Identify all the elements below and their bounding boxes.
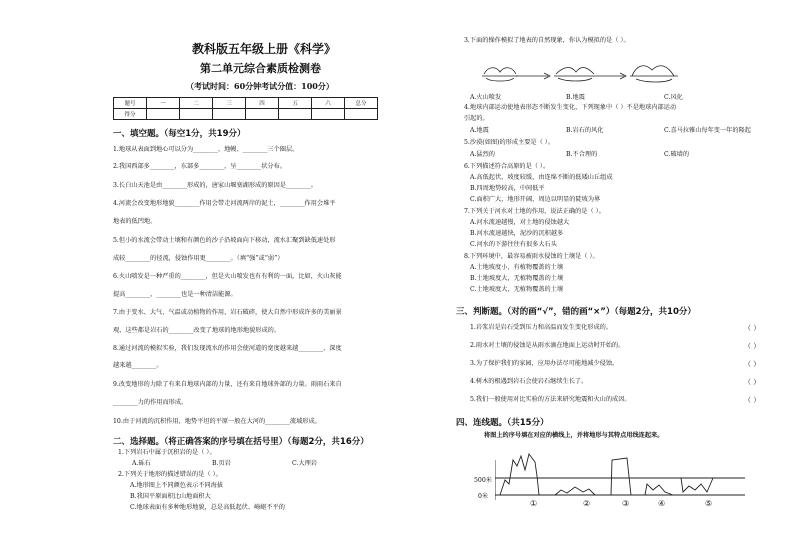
judge-item: 5.我们一般使用对比实验的方法来研究地震和火山的成因。 <box>470 396 631 403</box>
terrain-marker: ⑤ <box>705 499 713 508</box>
choice-option: C.破墙的 <box>664 151 690 158</box>
judge-item: 4.树木的根遇到岩石会使岩石继续生长了。 <box>470 378 588 385</box>
score-cell: 一 <box>147 98 180 109</box>
fill-question: 8.通过河流的模拟实验，我们发现流水的作用会使河道的宽度越来越________，深度 <box>113 345 342 352</box>
choice-option: B.地震 <box>566 94 585 101</box>
choice-option: C.喜马拉雅山每年变一年的隆起 <box>664 127 751 134</box>
fill-question: 5.但小的水流会带动土壤和有颜色的沙子沿坡面向下移动，流水汇聚到缺低速处形 <box>113 237 336 244</box>
choice-option: A.地形图上不同颜色表示不同海拔 <box>130 482 224 489</box>
hands-diagram <box>482 66 678 82</box>
choice-option: A.砾石 <box>132 460 151 467</box>
section4-title: 四、连线题。（共15分） <box>456 418 549 428</box>
score-input[interactable] <box>180 109 213 120</box>
answer-paren[interactable]: （ ） <box>744 360 761 368</box>
fill-question: 1.地球从表面到地心可以分为________、地幔、________三个圈层。 <box>113 146 299 153</box>
fill-question: 2.我国西部多________，东部多________，呈________状分布。 <box>113 163 286 170</box>
fill-question: 成较________的径流，侵蚀作用更________。（填“强”或“弱”） <box>113 255 284 262</box>
judge-item: 3.为了保护我们的家园，应用办法尽可能地减少侵蚀。 <box>470 360 619 367</box>
choice-question: 2.下列关于地形的描述错误的是（ ）。 <box>118 471 222 478</box>
score-input[interactable] <box>213 109 246 120</box>
exam-info: （考试时间：60分钟考试分值：100分） <box>186 81 334 91</box>
choice-question: 6.下列描述符合高原的是（ ）。 <box>464 163 550 170</box>
score-cell: 三 <box>213 98 246 109</box>
choice-option: C.地球表面有多种地形地貌，总是高低起伏、崎岖不平的 <box>130 504 285 511</box>
score-input[interactable] <box>246 109 279 120</box>
judge-item: 1.岩浆岩是岩石受到压力和高温而发生变化形成的。 <box>470 324 613 331</box>
terrain-marker: ③ <box>622 499 630 508</box>
score-cell: 总分 <box>345 98 378 109</box>
score-cell: 得分 <box>114 109 147 120</box>
terrain-marker: ④ <box>658 499 666 508</box>
choice-option: A.土地坡度小，有植物覆盖的土壤 <box>470 264 564 271</box>
fill-question: 观，这些都是岩石的________改变了地球的地形地貌形成的。 <box>113 327 281 334</box>
crust-simulation-figure <box>476 60 706 90</box>
choice-question: 3.下面的操作模拟了地表的自然现象，你认为模拟的是（ ）。 <box>464 37 630 44</box>
choice-option: C.大理岩 <box>292 460 318 467</box>
choice-option: C.土地坡度大，无植物覆盖的土壤 <box>470 286 564 293</box>
terrain-marker: ① <box>530 499 538 508</box>
choice-option: B.岩石的风化 <box>566 127 604 134</box>
score-cell: 二 <box>180 98 213 109</box>
choice-option: B.我国平原面积比山地面积大 <box>130 493 211 500</box>
section3-title: 三、判断题。（对的画“√”，错的画“×”）（每题2分，共10分） <box>456 307 696 317</box>
score-table <box>113 97 378 120</box>
fill-question: 10.由于河流的沉积作用，地势平坦的平原一般在大河的________流域形成。 <box>113 418 321 425</box>
terrain-marker: ② <box>583 499 591 508</box>
score-cell: 四 <box>246 98 279 109</box>
fill-question: 7.由于变水、大气、气温或动植物的作用，岩石破碎，使大自然中形成许多的美丽景 <box>113 309 342 316</box>
choice-option: C.河水的下游往往有很多大石头 <box>470 241 557 248</box>
score-input[interactable] <box>312 109 345 120</box>
choice-question: 5.沙漠(如图)的形成主要是（ ）。 <box>464 139 555 146</box>
answer-paren[interactable]: （ ） <box>744 378 761 386</box>
choice-option: C.风化 <box>664 94 683 101</box>
score-cell: 五 <box>279 98 312 109</box>
choice-option: A.高低起伏，坡度较缓，由连绵不断的低矮山丘组成 <box>470 174 613 181</box>
page-title: 教科版五年级上册《科学》 <box>192 42 337 56</box>
fill-question: 4.河流会改变地形地貌________作用会带走河流两岸的泥土，________作用会堆平 <box>113 200 336 207</box>
fill-question: 提高________，________也是一种清洁能源。 <box>113 291 237 298</box>
section1-title: 一、填空题。（每空1分，共19分） <box>113 129 246 139</box>
score-cell: 题号 <box>114 98 147 109</box>
fill-question: ________力的作用而形成。 <box>113 399 188 406</box>
choice-question: 1.下列岩石中属于沉积岩的是（ ）。 <box>118 449 216 456</box>
answer-paren[interactable]: （ ） <box>744 324 761 332</box>
score-input[interactable] <box>147 109 180 120</box>
choice-option: B.不合理的 <box>566 151 598 158</box>
fill-question: 6.火山喷发是一种严重的________，但是火山喷发也有有利的一面，比如，火山灰能 <box>113 273 342 280</box>
axis-label-0: 0米 <box>478 493 489 500</box>
answer-paren[interactable]: （ ） <box>744 396 761 404</box>
choice-option: A.猛烈的 <box>470 151 495 158</box>
choice-question: 4.地球内部运动使地表形态不断发生变化，下列现象中（ ）不是地球内部运动 <box>464 104 677 111</box>
choice-option: A.河水流速越慢，对土地的侵蚀越大 <box>470 219 570 226</box>
choice-option: B.页岩 <box>212 460 231 467</box>
choice-question: 8.下列环境中，最容易被雨水侵蚀的土壤是（ ）。 <box>464 253 599 260</box>
choice-question: 引起的。 <box>464 115 489 122</box>
choice-option: A.火山喷发 <box>470 94 502 101</box>
page-subtitle: 第二单元综合素质检测卷 <box>200 62 321 75</box>
fill-question: 越来越________。 <box>113 362 163 369</box>
score-input[interactable] <box>279 109 312 120</box>
section4-instruction: 将图上的序号填在对应的横线上，并将地形与其特点用线连起来。 <box>484 432 664 439</box>
fill-question: 3.长白山天池是由________形成的，唐家山堰塞湖形成的原因是________。 <box>113 182 317 189</box>
judge-item: 2.雨水对土壤的侵蚀是从雨水滴在地面上运动时开始的。 <box>470 342 625 349</box>
choice-option: B.土地坡度大，无植物覆盖的土壤 <box>470 275 564 282</box>
choice-question: 7.下列关于河水对土地的作用，说法正确的是（ ）。 <box>464 208 605 215</box>
fill-question: 9.改变地形的力除了有来自地球内部的力量，还有来自地球外部的力量。雨雨石来自 <box>113 381 342 388</box>
axis-label-500: 500米 <box>474 477 492 484</box>
choice-option: B.四周地势较高，中间低平 <box>470 185 545 192</box>
answer-paren[interactable]: （ ） <box>744 342 761 350</box>
terrain-profile-figure <box>495 440 755 510</box>
choice-option: C.面积广大，地形开阔，周边以明显的陡坡为界 <box>470 196 601 203</box>
score-cell: 六 <box>312 98 345 109</box>
choice-option: A.地震 <box>470 127 489 134</box>
section2-title: 二、选择题。（将正确答案的序号填在括号里）（每题2分，共16分） <box>113 437 369 447</box>
score-input[interactable] <box>345 109 378 120</box>
fill-question: 地表的低凹地。 <box>113 218 157 225</box>
choice-option: B.河水流速越快，泥沙的沉积越多 <box>470 230 564 237</box>
